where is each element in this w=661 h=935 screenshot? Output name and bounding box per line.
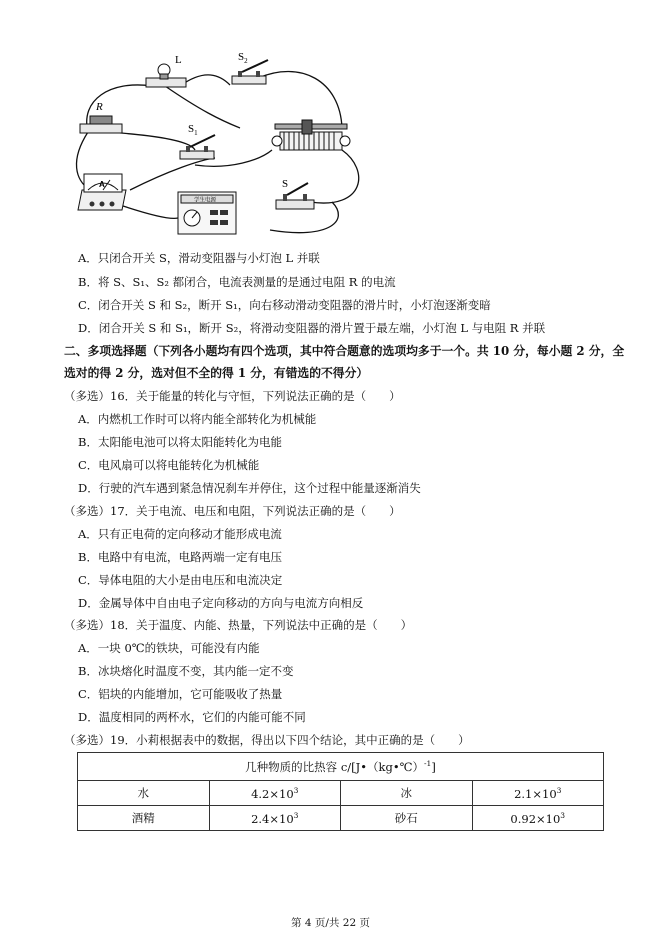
table-title: 几种物质的比热容 c/[J•（kg•℃）$^{-1}$] [78,753,604,781]
q18-option-d: D．温度相同的两杯水，它们的内能可能不同 [78,710,306,724]
lamp-L [146,54,186,87]
q17-option-c: C．导体电阻的大小是由电压和电流决定 [78,573,283,587]
q15-option-d: D．闭合开关 S 和 S₁，断开 S₂，将滑动变阻器的滑片置于最左端，小灯泡 L 与电阻 R 并联 [78,321,546,335]
q16-option-a: A．内燃机工作时可以将内能全部转化为机械能 [78,412,317,426]
q15-option-c: C．闭合开关 S 和 S₂，断开 S₁，向右移动滑动变阻器的滑片时，小灯泡逐渐变暗 [78,298,491,312]
section2-heading-line2: 选对的得 2 分，选对但不全的得 1 分，有错选的不得分） [64,366,369,380]
table-cell-substance: 水 [78,781,210,806]
q19-stem: （多选）19．小莉根据表中的数据，得出以下四个结论，其中正确的是（ ） [64,733,470,747]
table-cell-substance: 砂石 [341,806,473,831]
table-row [78,781,604,806]
label-S2-sub: 2 [244,57,248,65]
table-cell-value: $2.1\times 10^3$ [472,781,604,806]
label-R: R [96,101,103,113]
table-cell-substance: 酒精 [78,806,210,831]
q18-option-b: B．冰块熔化时温度不变，其内能一定不变 [78,664,294,678]
q17-option-d: D．金属导体中自由电子定向移动的方向与电流方向相反 [78,596,364,610]
circuit-diagram [70,40,370,245]
q18-option-a: A．一块 0℃的铁块，可能没有内能 [78,641,260,655]
table-title-row [78,753,604,781]
page-footer: 第 4 页/共 22 页 [291,917,370,929]
label-L: L [175,54,182,66]
table-cell-substance: 冰 [341,781,473,806]
section2-heading-line1: 二、多项选择题（下列各小题均有四个选项，其中符合题意的选项均多于一个。共 10 分，每小题 2 分，全 [64,344,625,358]
q17-stem: （多选）17．关于电流、电压和电阻，下列说法正确的是（ ） [64,504,401,518]
table-cell-value: $4.2\times 10^3$ [209,781,341,806]
q16-option-b: B．太阳能电池可以将太阳能转化为电能 [78,435,282,449]
label-S1-main: S [188,123,195,135]
label-A: A [99,180,105,189]
q17-option-a: A．只有正电荷的定向移动才能形成电流 [78,527,282,541]
label-power-supply: 学生电源 [194,197,217,204]
q15-option-a: A．只闭合开关 S，滑动变阻器与小灯泡 L 并联 [78,251,320,265]
table-cell-value: $2.4\times 10^3$ [209,806,341,831]
q18-option-c: C．铝块的内能增加，它可能吸收了热量 [78,687,283,701]
q16-option-d: D．行驶的汽车遇到紧急情况刹车并停住，这个过程中能量逐渐消失 [78,481,421,495]
switch-S [276,178,314,209]
q16-option-c: C．电风扇可以将电能转化为机械能 [78,458,260,472]
label-S: S [282,178,289,190]
table-cell-value: $0.92\times 10^3$ [472,806,604,831]
q18-stem: （多选）18．关于温度、内能、热量，下列说法中正确的是（ ） [64,618,413,632]
specific-heat-table [77,752,604,831]
q17-option-b: B．电路中有电流，电路两端一定有电压 [78,550,282,564]
ammeter [78,174,126,210]
sliding-rheostat [272,120,350,150]
label-S1-sub: 1 [194,129,198,137]
q15-option-b: B．将 S、S₁、S₂ 都闭合，电流表测量的是通过电阻 R 的电流 [78,275,396,289]
table-row [78,806,604,831]
q16-stem: （多选）16．关于能量的转化与守恒，下列说法正确的是（ ） [64,389,401,403]
label-S2-main: S [238,51,245,63]
switch-S2 [232,51,268,84]
svg-text:S1 [188,123,198,137]
power-supply [178,192,236,234]
resistor-R [80,101,122,133]
svg-text:S2 [238,51,248,65]
switch-S1 [180,123,215,159]
